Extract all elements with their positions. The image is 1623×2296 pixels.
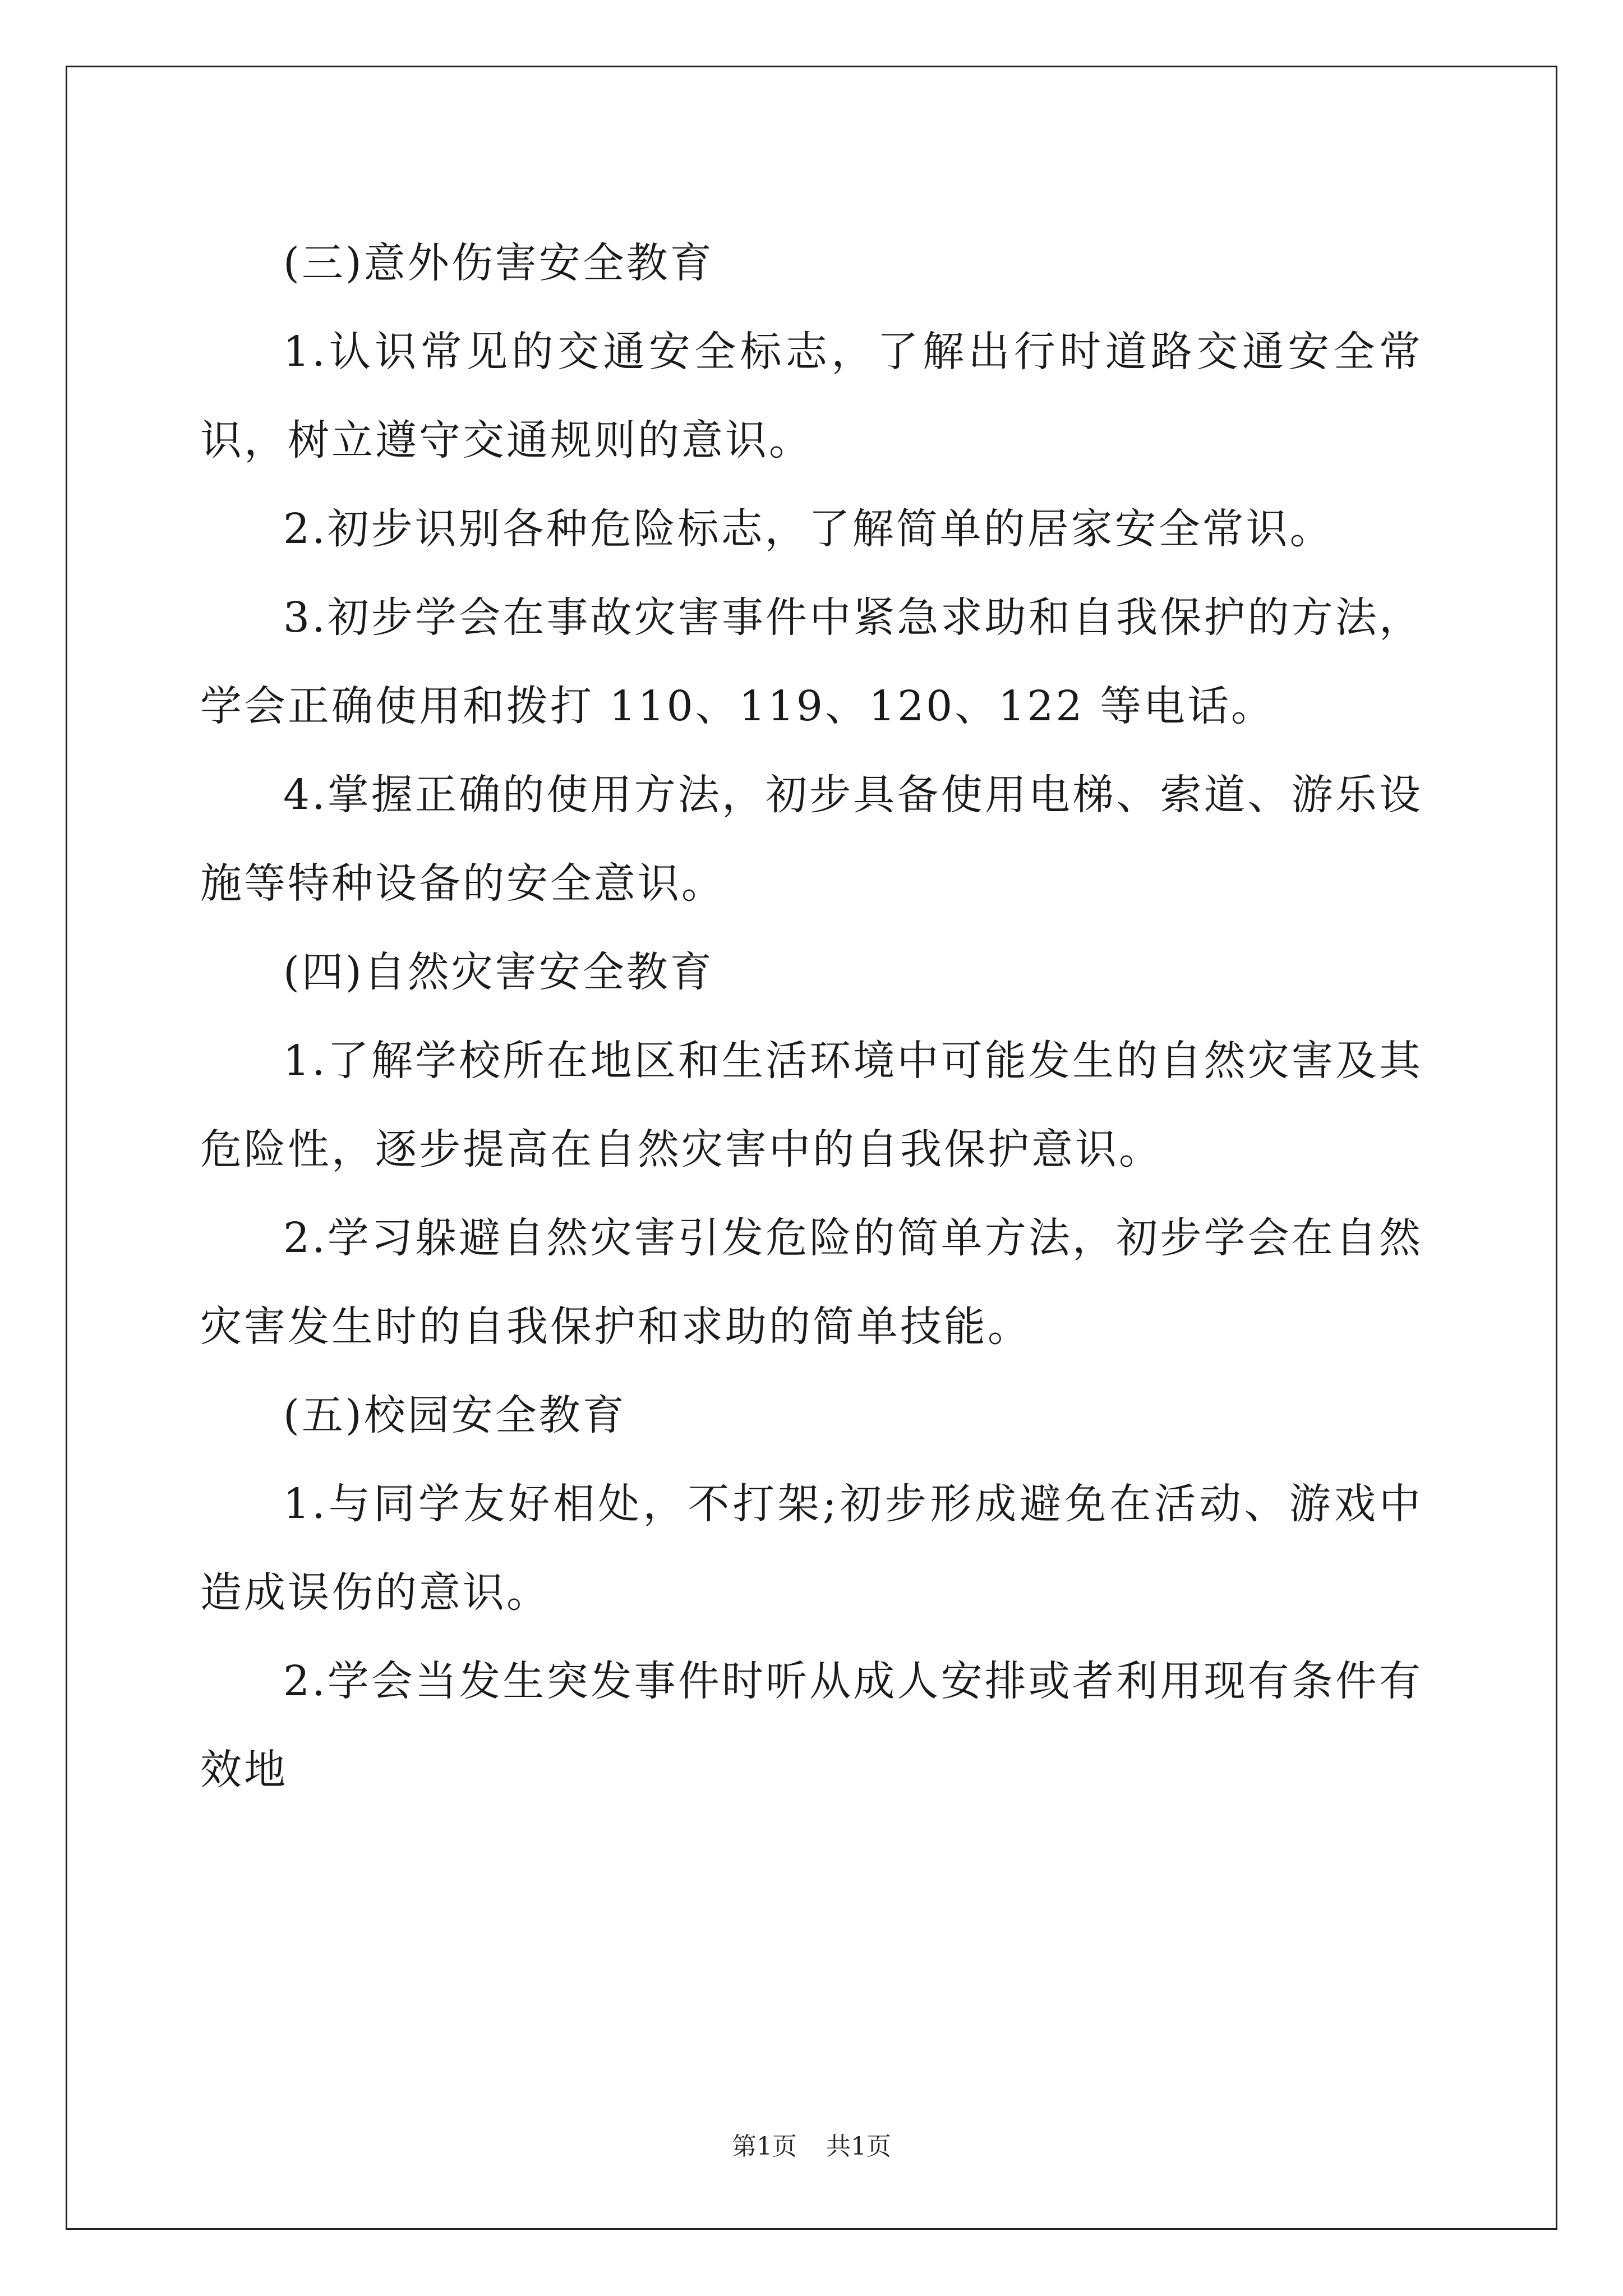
section-heading-accident-safety: (三)意外伤害安全教育	[283, 239, 714, 287]
paragraph-danger-signs: 2.初步识别各种危险标志，了解简单的居家安全常识。	[283, 505, 1334, 553]
section-heading-campus-safety: (五)校园安全教育	[283, 1391, 626, 1439]
page-number-total: 共1页	[826, 2132, 891, 2161]
paragraph-special-equipment: 4.掌握正确的使用方法，初步具备使用电梯、索道、游乐设施等特种设备的安全意识。	[200, 771, 1423, 908]
paragraph-emergency-response: 2.学会当发生突发事件时听从成人安排或者利用现有条件有效地	[200, 1657, 1423, 1794]
document-body	[200, 219, 1423, 1814]
section-heading-natural-disaster: (四)自然灾害安全教育	[283, 948, 714, 996]
page-footer	[0, 2126, 1623, 2162]
paragraph-local-disasters: 1.了解学校所在地区和生活环境中可能发生的自然灾害及其危险性，逐步提高在自然灾害中的自我保护意识。	[200, 1037, 1423, 1174]
paragraph-classmate-relations: 1.与同学友好相处，不打架;初步形成避免在活动、游戏中造成误伤的意识。	[200, 1480, 1423, 1617]
paragraph-emergency-help: 3.初步学会在事故灾害事件中紧急求助和自我保护的方法，学会正确使用和拨打 110、119、120、122 等电话。	[200, 593, 1423, 730]
paragraph-traffic-safety: 1.认识常见的交通安全标志，了解出行时道路交通安全常识，树立遵守交通规则的意识。	[200, 328, 1423, 464]
paragraph-disaster-avoidance: 2.学习躲避自然灾害引发危险的简单方法，初步学会在自然灾害发生时的自我保护和求助的简单技能。	[200, 1214, 1423, 1351]
page-number-current: 第1页	[732, 2132, 797, 2161]
